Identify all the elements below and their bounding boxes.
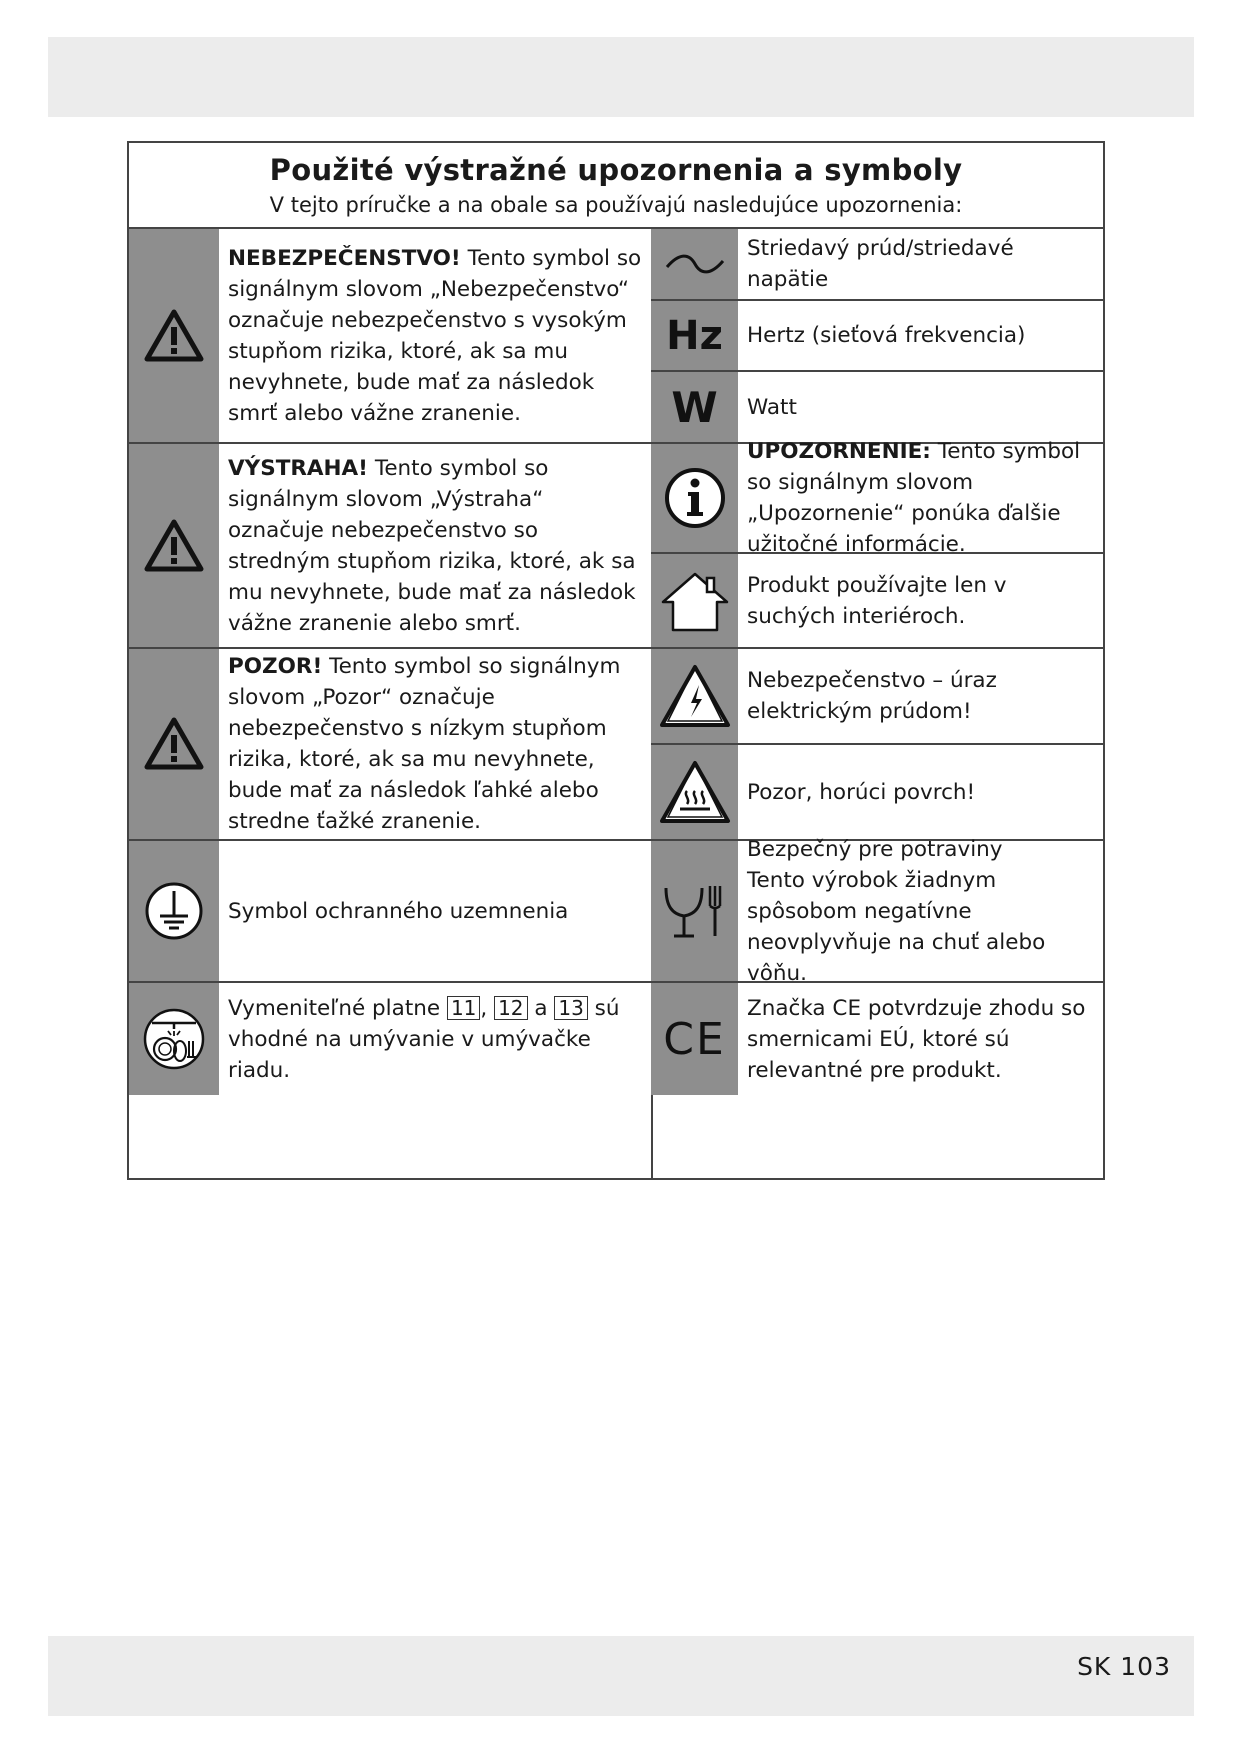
caution-label: POZOR! (228, 654, 323, 679)
row-dishwasher (129, 983, 651, 1178)
bottom-band (48, 1636, 1194, 1716)
symbols-table (127, 141, 1105, 1180)
ce-text: Značka CE potvrdzuje zhodu so smernicami EÚ, ktoré sú relevantné pre produkt. (747, 995, 1086, 1083)
house-icon (659, 568, 731, 634)
row-ce (651, 983, 1103, 1095)
symbols-grid (129, 229, 1103, 1178)
row-earth (129, 841, 651, 983)
part-number-11: 11 (447, 996, 480, 1020)
warning-label: VÝSTRAHA! (228, 455, 368, 481)
row-food (651, 836, 1103, 986)
row-ac (651, 229, 1103, 301)
page-title: Použité výstražné upozornenia a symboly (269, 153, 963, 187)
icon-cell (129, 444, 219, 647)
protective-earth-icon (143, 880, 205, 942)
right-column (651, 229, 1103, 1178)
watt-icon: W (671, 382, 718, 432)
warning-triangle-icon (143, 308, 205, 364)
table-header (129, 143, 1103, 229)
watt-text: Watt (747, 394, 797, 420)
warning-triangle-icon (143, 518, 205, 574)
dishwasher-icon (142, 1007, 206, 1071)
earth-text: Symbol ochranného uzemnenia (228, 898, 569, 924)
food-text: Bezpečný pre potraviny Tento výrobok žiadnym spôsobom negatívne neovplyvňuje na chuť alebo vôňu. (747, 836, 1046, 986)
icon-cell (129, 841, 219, 981)
icon-cell (651, 649, 738, 743)
part-number-12: 12 (494, 996, 527, 1020)
warning-triangle-icon (143, 716, 205, 772)
ac-text: Striedavý prúd/striedavé napätie (747, 236, 1014, 292)
icon-cell (129, 649, 219, 839)
warning-text: VÝSTRAHA! Tento symbol so signálnym slovom „Výstraha“ označuje nebezpečenstvo so stredným stupňom rizika, ktoré, ak sa mu nevyhnete, bude mať za následok vážne zranenie alebo smrť. (228, 455, 636, 636)
note-label: UPOZORNENIE: (747, 439, 931, 464)
indoor-text: Produkt používajte len v suchých interiéroch. (747, 572, 1007, 629)
hz-text: Hertz (sieťová frekvencia) (747, 323, 1026, 348)
icon-cell (129, 983, 219, 1095)
top-band (48, 37, 1194, 117)
left-column (129, 229, 653, 1178)
page-subtitle: V tejto príručke a na obale sa používajú nasledujúce upozornenia: (269, 193, 963, 217)
icon-cell (129, 229, 219, 442)
icon-cell (651, 372, 738, 442)
row-note (651, 439, 1103, 557)
danger-label: NEBEZPEČENSTVO! (228, 245, 461, 271)
icon-cell (651, 229, 738, 299)
page-number: SK 103 (1077, 1652, 1171, 1681)
row-watt (651, 372, 1103, 444)
note-text: UPOZORNENIE: Tento symbol so signálnym slovom „Upozornenie“ ponúka ďalšie užitočné informácie. (747, 439, 1081, 557)
row-warning (129, 444, 651, 649)
row-indoor (651, 554, 1103, 649)
hot-surface-icon (658, 759, 732, 825)
icon-cell (651, 745, 738, 839)
icon-cell (651, 301, 738, 370)
row-caution (129, 649, 651, 841)
icon-cell (651, 841, 738, 981)
hertz-icon: Hz (666, 312, 723, 359)
row-shock (651, 649, 1103, 745)
caution-text: POZOR! Tento symbol so signálnym slovom „Pozor“ označuje nebezpečenstvo s nízkym stupňom rizika, ktoré, ak sa mu nevyhnete, bude mať za následok ľahké alebo stredne ťažké zranenie. (228, 654, 621, 834)
electric-shock-icon (658, 663, 732, 729)
part-number-13: 13 (554, 996, 587, 1020)
icon-cell (651, 554, 738, 647)
danger-text: NEBEZPEČENSTVO! Tento symbol so signálnym slovom „Nebezpečenstvo“ označuje nebezpečenstvo s vysokým stupňom rizika, ktoré, ak sa mu nevyhnete, bude mať za následok smrť alebo vážne zranenie. (228, 245, 642, 426)
row-hot (651, 745, 1103, 841)
row-hz (651, 301, 1103, 372)
food-safe-icon (660, 876, 730, 946)
info-icon (663, 466, 727, 530)
row-danger (129, 229, 651, 444)
dishwasher-text: Vymeniteľné platne 11 , 12 a 13 sú vhodné na umývanie v umývačke riadu. (228, 995, 620, 1083)
icon-cell (651, 983, 738, 1095)
shock-text: Nebezpečenstvo – úraz elektrickým prúdom! (747, 668, 997, 724)
alternating-current-icon (663, 249, 727, 279)
hot-text: Pozor, horúci povrch! (747, 779, 976, 805)
icon-cell (651, 444, 738, 552)
ce-mark-icon: CE (663, 1013, 726, 1065)
